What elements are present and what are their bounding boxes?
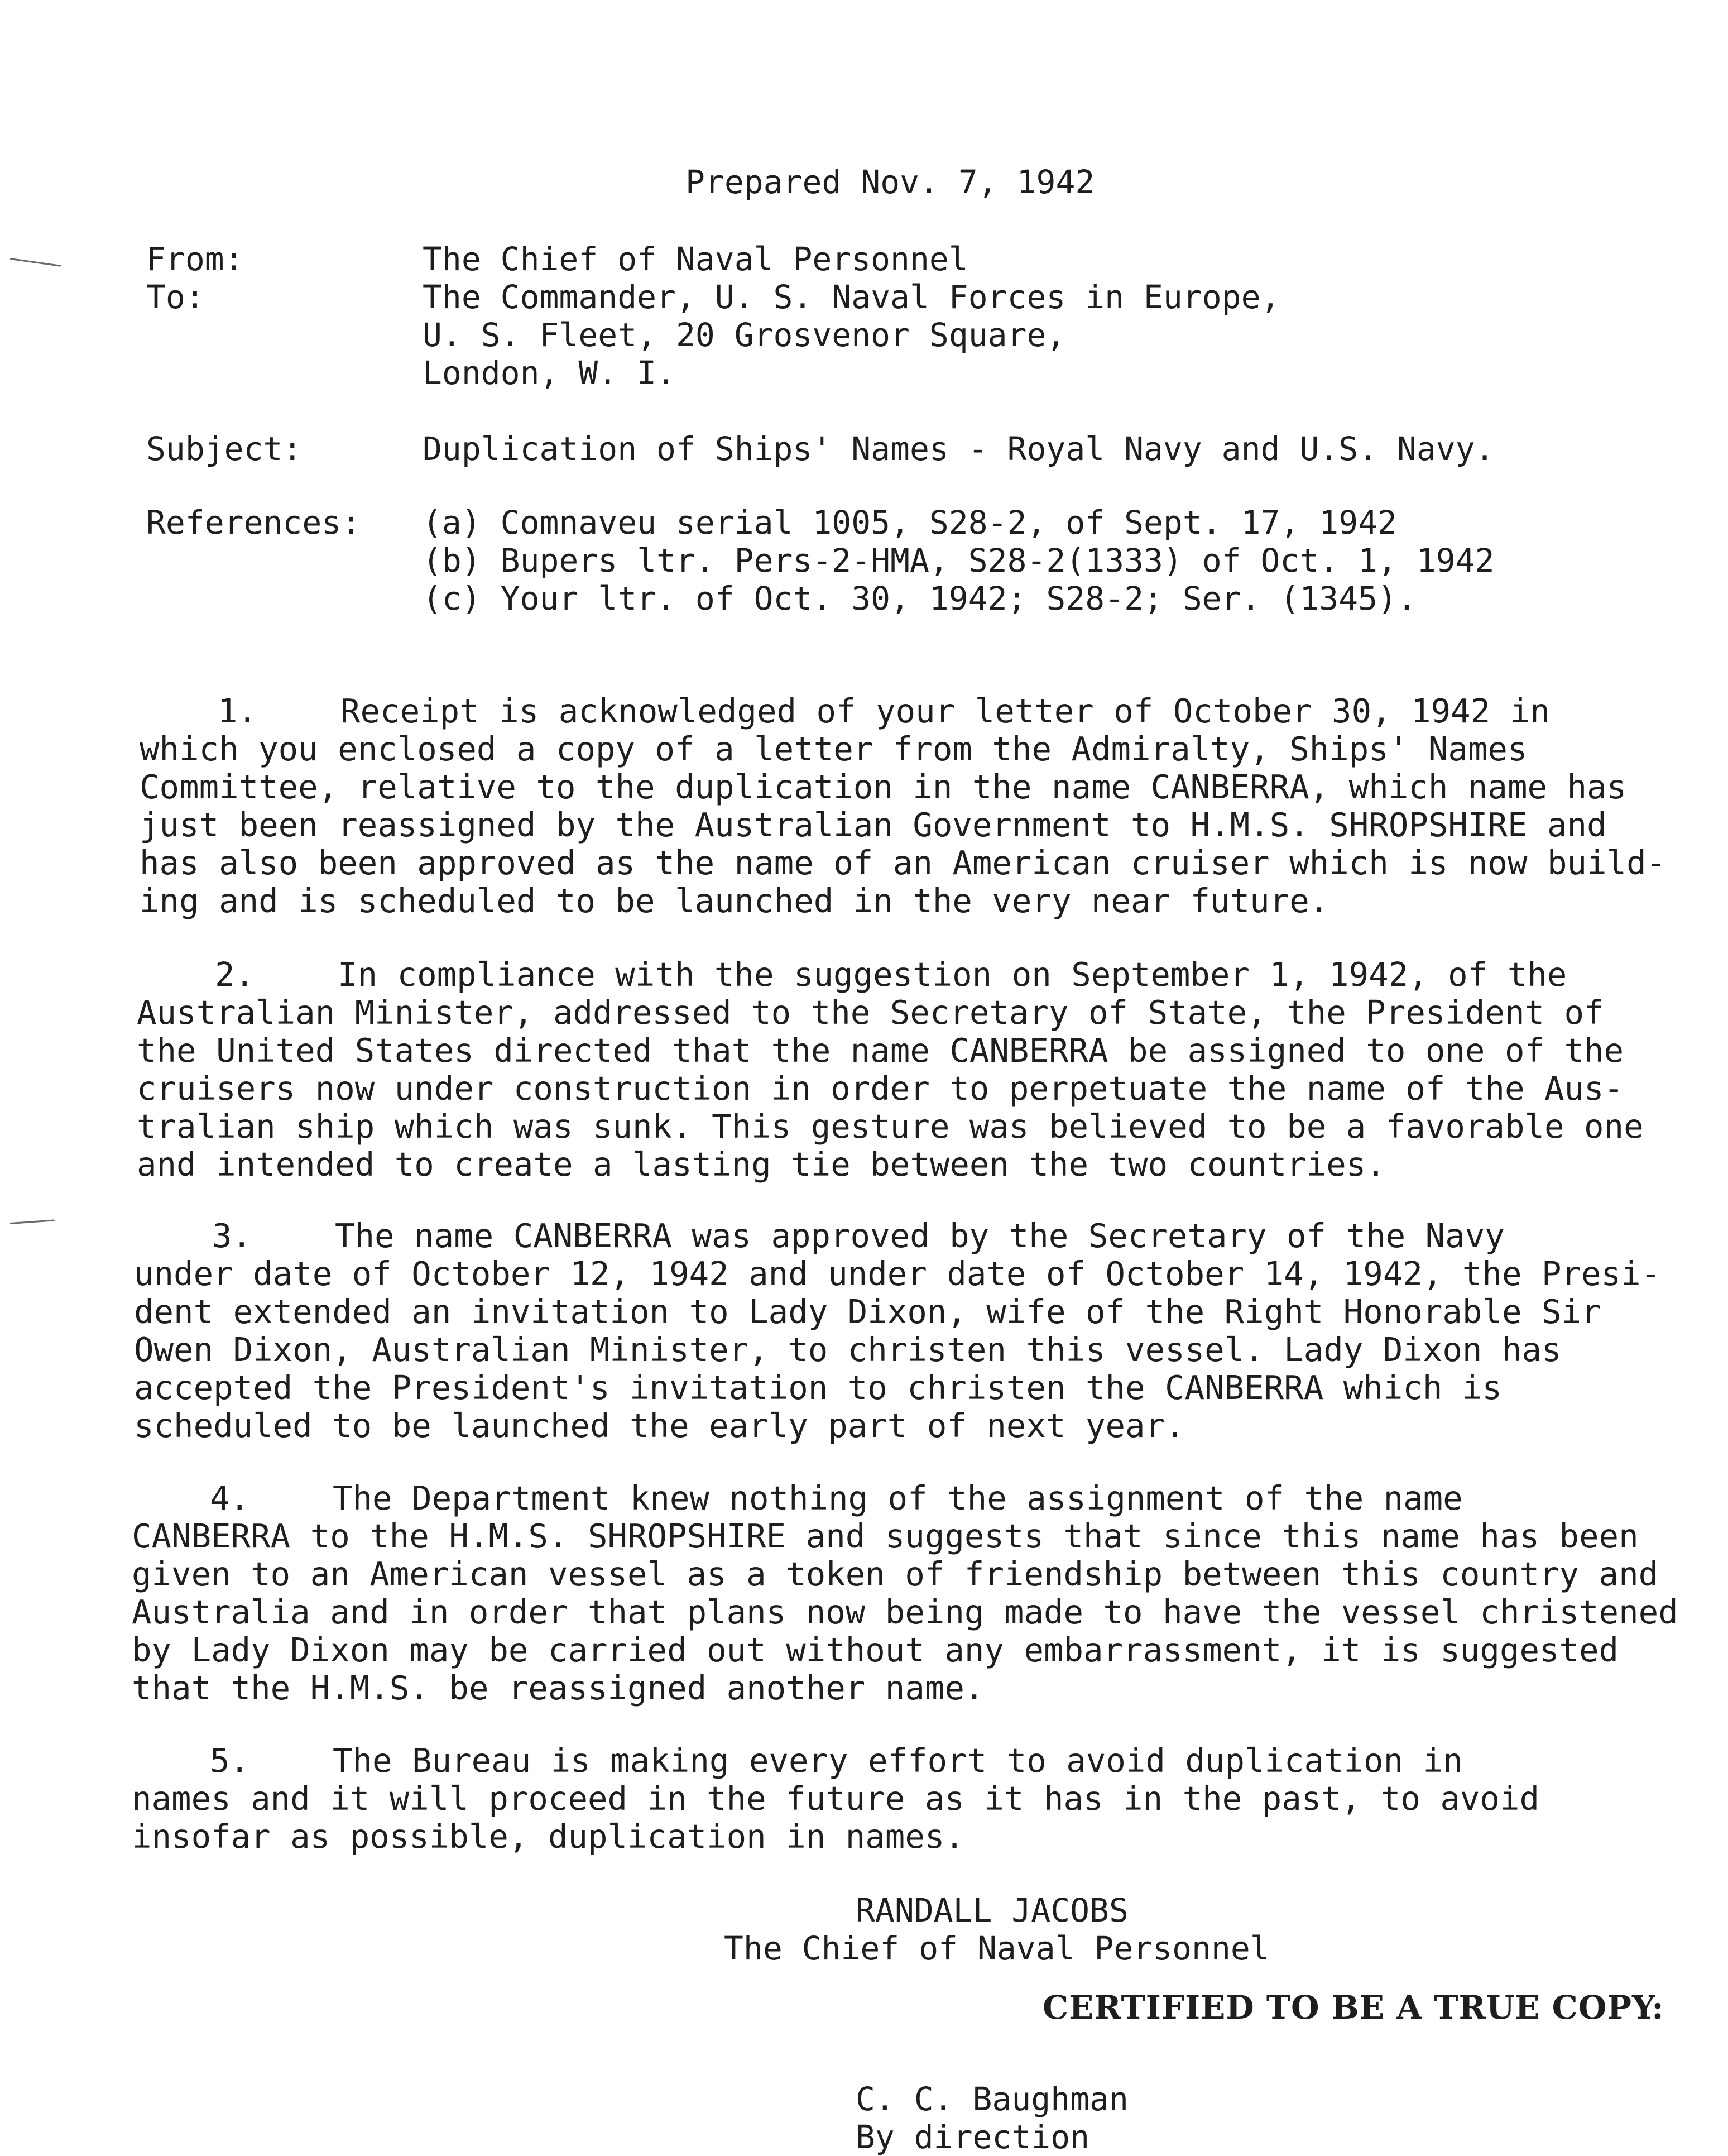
signature-name: RANDALL JACOBS — [856, 1891, 1129, 1929]
paragraph-line: and intended to create a lasting tie between the two countries. — [137, 1145, 1386, 1184]
paragraph-3 — [134, 1216, 1661, 1445]
paragraph-line: The Bureau is making every effort to avoid duplication in — [333, 1741, 1463, 1780]
paragraph-line: Receipt is acknowledged of your letter of October 30, 1942 in — [340, 692, 1550, 730]
to-line-2: U. S. Fleet, 20 Grosvenor Square, — [423, 316, 1066, 354]
paragraph-line: Australia and in order that plans now being made to have the vessel christened — [132, 1593, 1678, 1631]
paragraph-line: The name CANBERRA was approved by the Secretary of the Navy — [335, 1216, 1505, 1255]
paragraph-1 — [140, 692, 1667, 920]
paragraph-line: under date of October 12, 1942 and under date of October 14, 1942, the Presi- — [134, 1254, 1661, 1293]
from-label: From: — [146, 240, 244, 278]
paragraph-line: just been reassigned by the Australian Government to H.M.S. SHROPSHIRE and — [140, 806, 1607, 844]
paragraph-line: scheduled to be launched the early part of next year. — [134, 1406, 1185, 1445]
paragraph-number: 2. — [215, 955, 255, 994]
certifier-name: C. C. Baughman — [856, 2080, 1129, 2118]
to-line-1: The Commander, U. S. Naval Forces in Europe, — [423, 278, 1280, 316]
paragraph-line: that the H.M.S. be reassigned another name. — [132, 1669, 985, 1707]
paragraph-line: by Lady Dixon may be carried out without any embarrassment, it is suggested — [132, 1631, 1619, 1669]
paragraph-line: The Department knew nothing of the assignment of the name — [333, 1479, 1463, 1517]
reference-a: (a) Comnaveu serial 1005, S28-2, of Sept. 17, 1942 — [423, 504, 1397, 542]
paragraph-4 — [132, 1479, 1678, 1707]
to-label: To: — [146, 278, 205, 316]
edge-mark — [10, 1219, 55, 1224]
paragraph-line: which you enclosed a copy of a letter from the Admiralty, Ships' Names — [140, 730, 1528, 768]
paragraph-number: 1. — [218, 692, 258, 730]
paragraph-line: Australian Minister, addressed to the Secretary of State, the President of — [137, 993, 1604, 1032]
paragraph-line: accepted the President's invitation to christen the CANBERRA which is — [134, 1368, 1502, 1407]
prepared-date: Prepared Nov. 7, 1942 — [685, 163, 1095, 201]
paragraph-number: 3. — [212, 1216, 252, 1255]
paragraph-line: names and it will proceed in the future as it has in the past, to avoid — [132, 1779, 1539, 1818]
certifier-direction: By direction — [856, 2118, 1090, 2156]
to-line-3: London, W. I. — [423, 354, 676, 392]
paragraph-line: the United States directed that the name CANBERRA be assigned to one of the — [137, 1031, 1624, 1070]
paragraph-line: Committee, relative to the duplication in the name CANBERRA, which name has — [140, 768, 1627, 806]
references-label: References: — [146, 504, 361, 542]
edge-mark — [10, 258, 61, 267]
paragraph-2 — [137, 955, 1644, 1184]
paragraph-number: 4. — [210, 1479, 250, 1517]
reference-c: (c) Your ltr. of Oct. 30, 1942; S28-2; Ser. (1345). — [423, 579, 1417, 617]
paragraph-line: insofar as possible, duplication in names. — [132, 1817, 964, 1856]
subject-label: Subject: — [146, 430, 303, 468]
reference-b: (b) Bupers ltr. Pers-2-HMA, S28-2(1333) of Oct. 1, 1942 — [423, 542, 1495, 579]
paragraph-line: has also been approved as the name of an American cruiser which is now build- — [140, 844, 1667, 882]
certified-heading: CERTIFIED TO BE A TRUE COPY: — [1043, 1989, 1664, 2026]
paragraph-line: cruisers now under construction in order to perpetuate the name of the Aus- — [137, 1069, 1624, 1108]
paragraph-line: tralian ship which was sunk. This gesture was believed to be a favorable one — [137, 1107, 1644, 1146]
from-value: The Chief of Naval Personnel — [423, 240, 968, 278]
paragraph-line: Owen Dixon, Australian Minister, to christen this vessel. Lady Dixon has — [134, 1330, 1562, 1369]
paragraph-line: In compliance with the suggestion on September 1, 1942, of the — [338, 955, 1567, 994]
paragraph-5 — [132, 1742, 1583, 1856]
signature-title: The Chief of Naval Personnel — [724, 1929, 1270, 1967]
paragraph-line: ing and is scheduled to be launched in the very near future. — [140, 881, 1329, 920]
paragraph-line: CANBERRA to the H.M.S. SHROPSHIRE and suggests that since this name has been — [132, 1517, 1639, 1555]
paragraph-line: given to an American vessel as a token of friendship between this country and — [132, 1555, 1659, 1593]
subject-value: Duplication of Ships' Names - Royal Navy and U.S. Navy. — [423, 430, 1495, 468]
paragraph-line: dent extended an invitation to Lady Dixon, wife of the Right Honorable Sir — [134, 1292, 1601, 1331]
paragraph-number: 5. — [210, 1741, 250, 1780]
